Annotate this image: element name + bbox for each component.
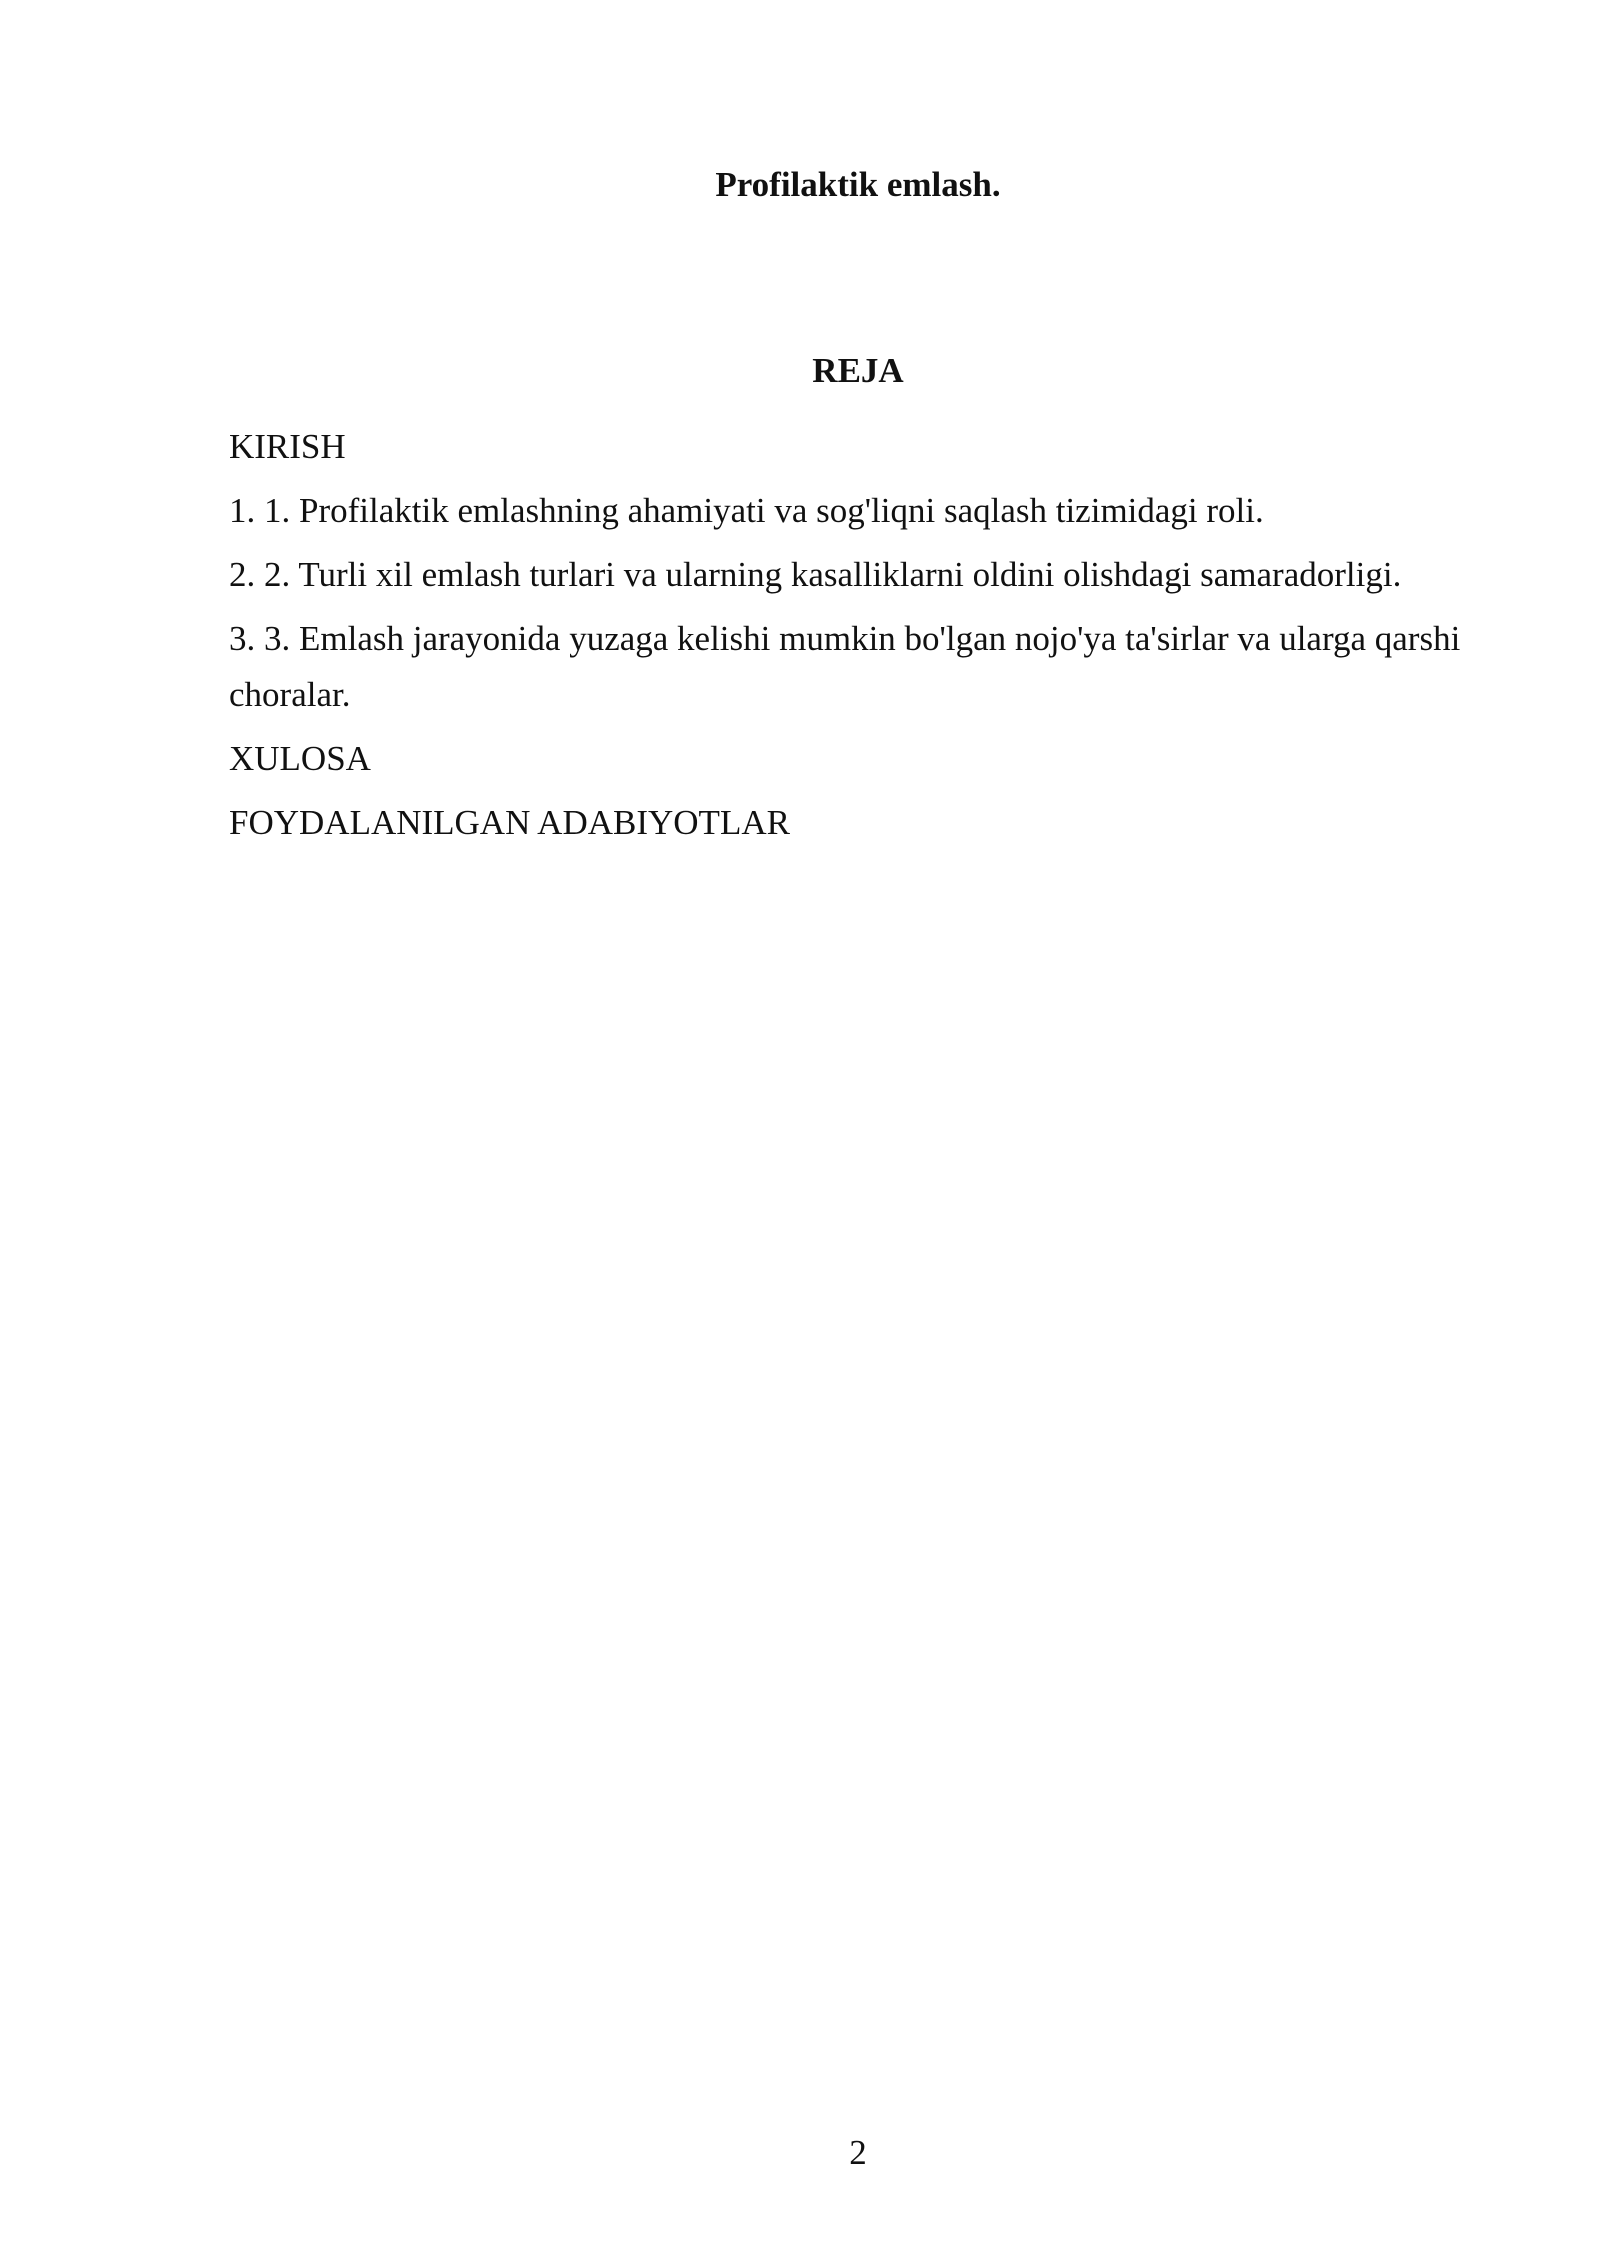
plan-item-3: 3. 3. Emlash jarayonida yuzaga kelishi mumkin bo'lgan nojo'ya ta'sirlar va ularga qarshi choralar. (229, 619, 1461, 714)
plan-item-2: 2. 2. Turli xil emlash turlari va ularning kasalliklarni oldini olishdagi samaradorligi. (229, 555, 1402, 594)
plan-item-1: 1. 1. Profilaktik emlashning ahamiyati va sog'liqni saqlash tizimidagi roli. (229, 491, 1264, 530)
plan-list (229, 419, 1469, 859)
document-title: Profilaktik emlash. (715, 165, 1001, 204)
plan-heading: REJA (812, 351, 904, 390)
plan-item-conclusion: XULOSA (229, 739, 371, 778)
page-number: 2 (849, 2133, 867, 2172)
plan-item-introduction: KIRISH (229, 427, 346, 466)
plan-item-references: FOYDALANILGAN ADABIYOTLAR (229, 803, 790, 842)
